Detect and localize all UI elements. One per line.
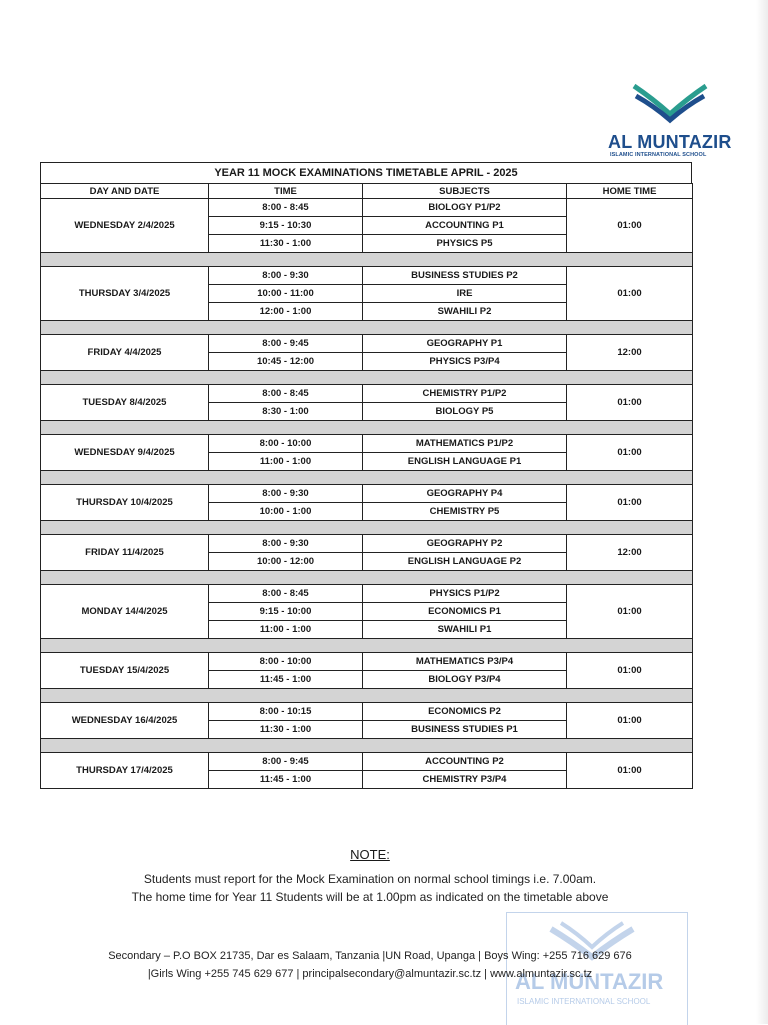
day-and-date-cell: WEDNESDAY 9/4/2025 <box>41 435 209 471</box>
home-time-cell: 01:00 <box>567 199 693 253</box>
subject-cell: GEOGRAPHY P2 <box>363 535 567 553</box>
footer-address: Secondary – P.O BOX 21735, Dar es Salaam, Tanzania |UN Road, Upanga | Boys Wing: +255 716 629 676 <box>108 950 632 962</box>
time-cell: 10:45 - 12:00 <box>209 353 363 371</box>
subject-cell: CHEMISTRY P5 <box>363 503 567 521</box>
subject-cell: PHYSICS P5 <box>363 235 567 253</box>
table-row <box>41 485 693 503</box>
subject-cell: BUSINESS STUDIES P1 <box>363 721 567 739</box>
note-title: NOTE: <box>350 847 390 862</box>
table-row <box>41 267 693 285</box>
subject-cell: PHYSICS P3/P4 <box>363 353 567 371</box>
separator-cell <box>41 689 693 703</box>
note-line-home-time: The home time for Year 11 Students will be at 1.00pm as indicated on the timetable above <box>131 890 609 904</box>
home-time-cell: 01:00 <box>567 485 693 521</box>
day-and-date-cell: TUESDAY 15/4/2025 <box>41 653 209 689</box>
note-line-reporting: Students must report for the Mock Examination on normal school timings i.e. 7.00am. <box>143 872 597 886</box>
subject-cell: ECONOMICS P2 <box>363 703 567 721</box>
subject-cell: MATHEMATICS P1/P2 <box>363 435 567 453</box>
time-cell: 8:30 - 1:00 <box>209 403 363 421</box>
day-and-date-cell: FRIDAY 11/4/2025 <box>41 535 209 571</box>
page-edge-shadow <box>756 0 768 1024</box>
separator-row <box>41 253 693 267</box>
subject-cell: GEOGRAPHY P4 <box>363 485 567 503</box>
time-cell: 11:30 - 1:00 <box>209 235 363 253</box>
table-row <box>41 703 693 721</box>
separator-row <box>41 421 693 435</box>
home-time-cell: 12:00 <box>567 535 693 571</box>
subject-cell: PHYSICS P1/P2 <box>363 585 567 603</box>
separator-cell <box>41 421 693 435</box>
day-and-date-cell: TUESDAY 8/4/2025 <box>41 385 209 421</box>
time-cell: 11:30 - 1:00 <box>209 721 363 739</box>
time-cell: 8:00 - 9:45 <box>209 335 363 353</box>
separator-cell <box>41 253 693 267</box>
time-cell: 8:00 - 9:30 <box>209 267 363 285</box>
separator-row <box>41 639 693 653</box>
logo-school-subtitle: ISLAMIC INTERNATIONAL SCHOOL <box>610 152 707 158</box>
home-time-cell: 01:00 <box>567 435 693 471</box>
time-cell: 8:00 - 10:00 <box>209 653 363 671</box>
day-and-date-cell: FRIDAY 4/4/2025 <box>41 335 209 371</box>
day-and-date-cell: THURSDAY 10/4/2025 <box>41 485 209 521</box>
table-row <box>41 653 693 671</box>
timetable-body <box>41 199 693 789</box>
subject-cell: GEOGRAPHY P1 <box>363 335 567 353</box>
home-time-cell: 01:00 <box>567 653 693 689</box>
separator-cell <box>41 321 693 335</box>
separator-cell <box>41 739 693 753</box>
school-logo <box>598 80 738 160</box>
separator-row <box>41 371 693 385</box>
time-cell: 10:00 - 11:00 <box>209 285 363 303</box>
separator-cell <box>41 521 693 535</box>
subject-cell: ACCOUNTING P1 <box>363 217 567 235</box>
table-row <box>41 335 693 353</box>
time-cell: 8:00 - 9:45 <box>209 753 363 771</box>
time-cell: 8:00 - 9:30 <box>209 535 363 553</box>
time-cell: 10:00 - 1:00 <box>209 503 363 521</box>
home-time-cell: 01:00 <box>567 703 693 739</box>
subject-cell: CHEMISTRY P3/P4 <box>363 771 567 789</box>
day-and-date-cell: WEDNESDAY 16/4/2025 <box>41 703 209 739</box>
table-row <box>41 199 693 217</box>
home-time-cell: 01:00 <box>567 753 693 789</box>
subject-cell: BUSINESS STUDIES P2 <box>363 267 567 285</box>
table-row <box>41 435 693 453</box>
table-row <box>41 535 693 553</box>
subject-cell: ECONOMICS P1 <box>363 603 567 621</box>
separator-cell <box>41 571 693 585</box>
separator-cell <box>41 639 693 653</box>
table-header-row <box>41 184 693 199</box>
subject-cell: ENGLISH LANGUAGE P1 <box>363 453 567 471</box>
table-row <box>41 753 693 771</box>
time-cell: 10:00 - 12:00 <box>209 553 363 571</box>
time-cell: 11:00 - 1:00 <box>209 621 363 639</box>
table-row <box>41 385 693 403</box>
table-row <box>41 585 693 603</box>
subject-cell: BIOLOGY P3/P4 <box>363 671 567 689</box>
timetable-table <box>40 183 693 789</box>
subject-cell: BIOLOGY P1/P2 <box>363 199 567 217</box>
separator-row <box>41 739 693 753</box>
footer-contacts: |Girls Wing +255 745 629 677 | principalsecondary@almuntazir.sc.tz | www.almuntazir.sc.tz <box>147 968 593 980</box>
header-time: TIME <box>209 184 363 199</box>
separator-cell <box>41 471 693 485</box>
logo-school-name: AL MUNTAZIR <box>608 132 732 152</box>
separator-row <box>41 471 693 485</box>
time-cell: 8:00 - 9:30 <box>209 485 363 503</box>
time-cell: 8:00 - 10:15 <box>209 703 363 721</box>
subject-cell: MATHEMATICS P3/P4 <box>363 653 567 671</box>
book-wings-icon <box>632 80 708 128</box>
subject-cell: CHEMISTRY P1/P2 <box>363 385 567 403</box>
home-time-cell: 01:00 <box>567 267 693 321</box>
subject-cell: ENGLISH LANGUAGE P2 <box>363 553 567 571</box>
separator-row <box>41 521 693 535</box>
time-cell: 9:15 - 10:30 <box>209 217 363 235</box>
time-cell: 11:45 - 1:00 <box>209 671 363 689</box>
header-subjects: SUBJECTS <box>363 184 567 199</box>
subject-cell: BIOLOGY P5 <box>363 403 567 421</box>
separator-row <box>41 571 693 585</box>
separator-row <box>41 689 693 703</box>
home-time-cell: 01:00 <box>567 585 693 639</box>
time-cell: 8:00 - 10:00 <box>209 435 363 453</box>
day-and-date-cell: THURSDAY 17/4/2025 <box>41 753 209 789</box>
subject-cell: ACCOUNTING P2 <box>363 753 567 771</box>
time-cell: 8:00 - 8:45 <box>209 385 363 403</box>
time-cell: 9:15 - 10:00 <box>209 603 363 621</box>
day-and-date-cell: THURSDAY 3/4/2025 <box>41 267 209 321</box>
home-time-cell: 01:00 <box>567 385 693 421</box>
day-and-date-cell: WEDNESDAY 2/4/2025 <box>41 199 209 253</box>
stamp-school-name: AL MUNTAZIR <box>515 969 664 994</box>
timetable-title: YEAR 11 MOCK EXAMINATIONS TIMETABLE APRIL - 2025 <box>40 162 692 183</box>
time-cell: 12:00 - 1:00 <box>209 303 363 321</box>
subject-cell: SWAHILI P2 <box>363 303 567 321</box>
time-cell: 8:00 - 8:45 <box>209 199 363 217</box>
header-day-and-date: DAY AND DATE <box>41 184 209 199</box>
header-home-time: HOME TIME <box>567 184 693 199</box>
stamp-school-subtitle: ISLAMIC INTERNATIONAL SCHOOL <box>517 997 651 1006</box>
time-cell: 8:00 - 8:45 <box>209 585 363 603</box>
home-time-cell: 12:00 <box>567 335 693 371</box>
time-cell: 11:00 - 1:00 <box>209 453 363 471</box>
time-cell: 11:45 - 1:00 <box>209 771 363 789</box>
separator-row <box>41 321 693 335</box>
separator-cell <box>41 371 693 385</box>
subject-cell: IRE <box>363 285 567 303</box>
exam-timetable <box>40 162 692 789</box>
subject-cell: SWAHILI P1 <box>363 621 567 639</box>
day-and-date-cell: MONDAY 14/4/2025 <box>41 585 209 639</box>
